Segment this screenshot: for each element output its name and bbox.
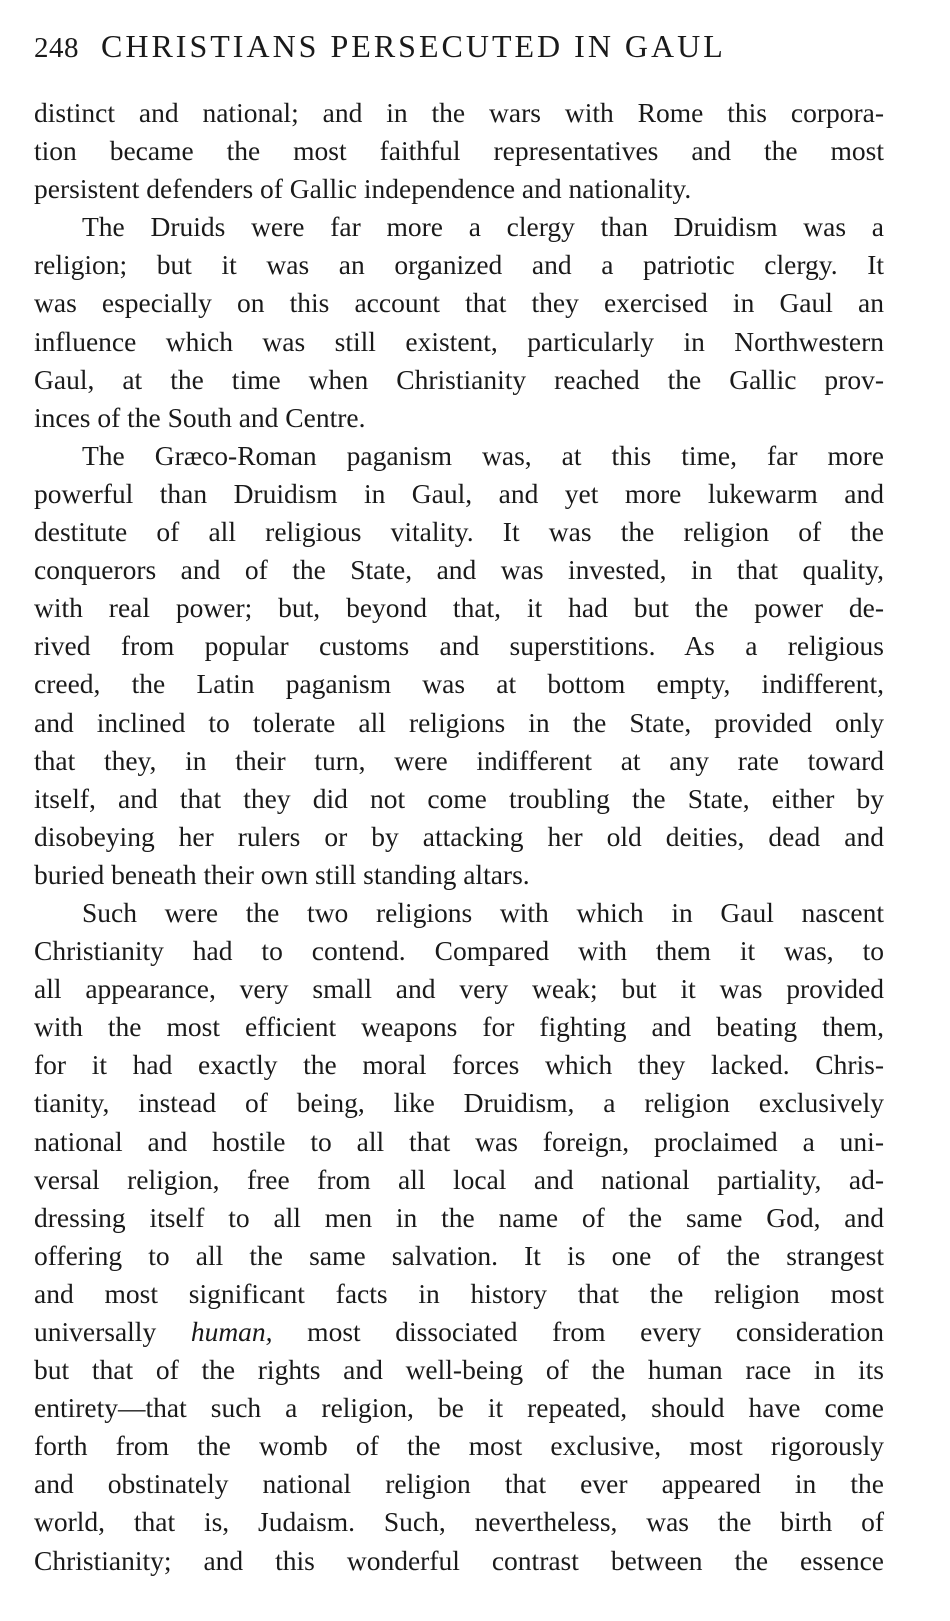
chapter-title: CHRISTIANS PERSECUTED IN GAUL xyxy=(101,28,726,64)
text-line: disobeying her rulers or by attacking her old deities, dead and xyxy=(34,820,884,852)
text-line: all appearance, very small and very weak; but it was provided xyxy=(34,973,884,1005)
text-line: distinct and national; and in the wars with Rome this corpora- xyxy=(34,97,884,128)
text-line: versal religion, free from all local and national partiality, ad- xyxy=(34,1163,884,1195)
text-line: conquerors and of the State, and was invested, in that quality, xyxy=(34,554,884,586)
text-line: rived from popular customs and superstitions. As a religious xyxy=(34,630,884,662)
text-line: was especially on this account that they exercised in Gaul an xyxy=(34,287,884,319)
text-line: Such were the two religions with which in Gaul nascent xyxy=(82,896,884,928)
text-line: The Druids were far more a clergy than Druidism was a xyxy=(82,211,884,243)
text-line: entirety—that such a religion, be it repeated, should have come xyxy=(34,1392,884,1424)
text-line: dressing itself to all men in the name of the same God, and xyxy=(34,1201,884,1233)
text-line: persistent defenders of Gallic independence and nationality. xyxy=(34,173,692,205)
text-line: powerful than Druidism in Gaul, and yet more lukewarm and xyxy=(34,477,884,509)
text-line: Christianity; and this wonderful contrast between the essence xyxy=(34,1544,884,1576)
text-line: Gaul, at the time when Christianity reached the Gallic prov- xyxy=(34,363,884,395)
text-line: and inclined to tolerate all religions in the State, provided only xyxy=(34,706,884,738)
text-line: creed, the Latin paganism was at bottom empty, indifferent, xyxy=(34,668,884,700)
page-number: 248 xyxy=(34,32,79,64)
text-line: national and hostile to all that was foreign, proclaimed a uni- xyxy=(34,1125,884,1157)
text-line: buried beneath their own still standing altars. xyxy=(34,858,530,890)
text-line: for it had exactly the moral forces which they lacked. Chris- xyxy=(34,1049,884,1081)
text-line: tion became the most faithful representatives and the most xyxy=(34,135,884,167)
running-head xyxy=(34,28,914,72)
text-line: with real power; but, beyond that, it had but the power de- xyxy=(34,592,884,624)
text-line: and obstinately national religion that ever appeared in the xyxy=(34,1468,884,1500)
text-line: forth from the womb of the most exclusive, most rigorously xyxy=(34,1430,884,1462)
text-line: destitute of all religious vitality. It was the religion of the xyxy=(34,516,884,548)
text-line: that they, in their turn, were indifferent at any rate toward xyxy=(34,744,884,776)
text-line: world, that is, Judaism. Such, nevertheless, was the birth of xyxy=(34,1506,884,1538)
text-line: tianity, instead of being, like Druidism, a religion exclusively xyxy=(34,1087,884,1119)
text-line: religion; but it was an organized and a patriotic clergy. It xyxy=(34,249,884,281)
text-line: with the most efficient weapons for fighting and beating them, xyxy=(34,1011,884,1043)
text-line: itself, and that they did not come troubling the State, either by xyxy=(34,782,884,814)
body-text xyxy=(34,94,884,1580)
text-line: influence which was still existent, particularly in Northwestern xyxy=(34,325,884,357)
text-line: inces of the South and Centre. xyxy=(34,401,366,433)
text-line: and most significant facts in history that the religion most xyxy=(34,1277,884,1309)
text-line: Christianity had to contend. Compared with them it was, to xyxy=(34,935,884,967)
text-line: The Græco-Roman paganism was, at this time, far more xyxy=(82,439,884,471)
text-line: universally human, most dissociated from every consideration xyxy=(34,1316,884,1347)
italic-emphasis: human, xyxy=(190,1316,273,1347)
text-line: but that of the rights and well-being of the human race in its xyxy=(34,1354,884,1386)
text-line: offering to all the same salvation. It is one of the strangest xyxy=(34,1239,884,1271)
